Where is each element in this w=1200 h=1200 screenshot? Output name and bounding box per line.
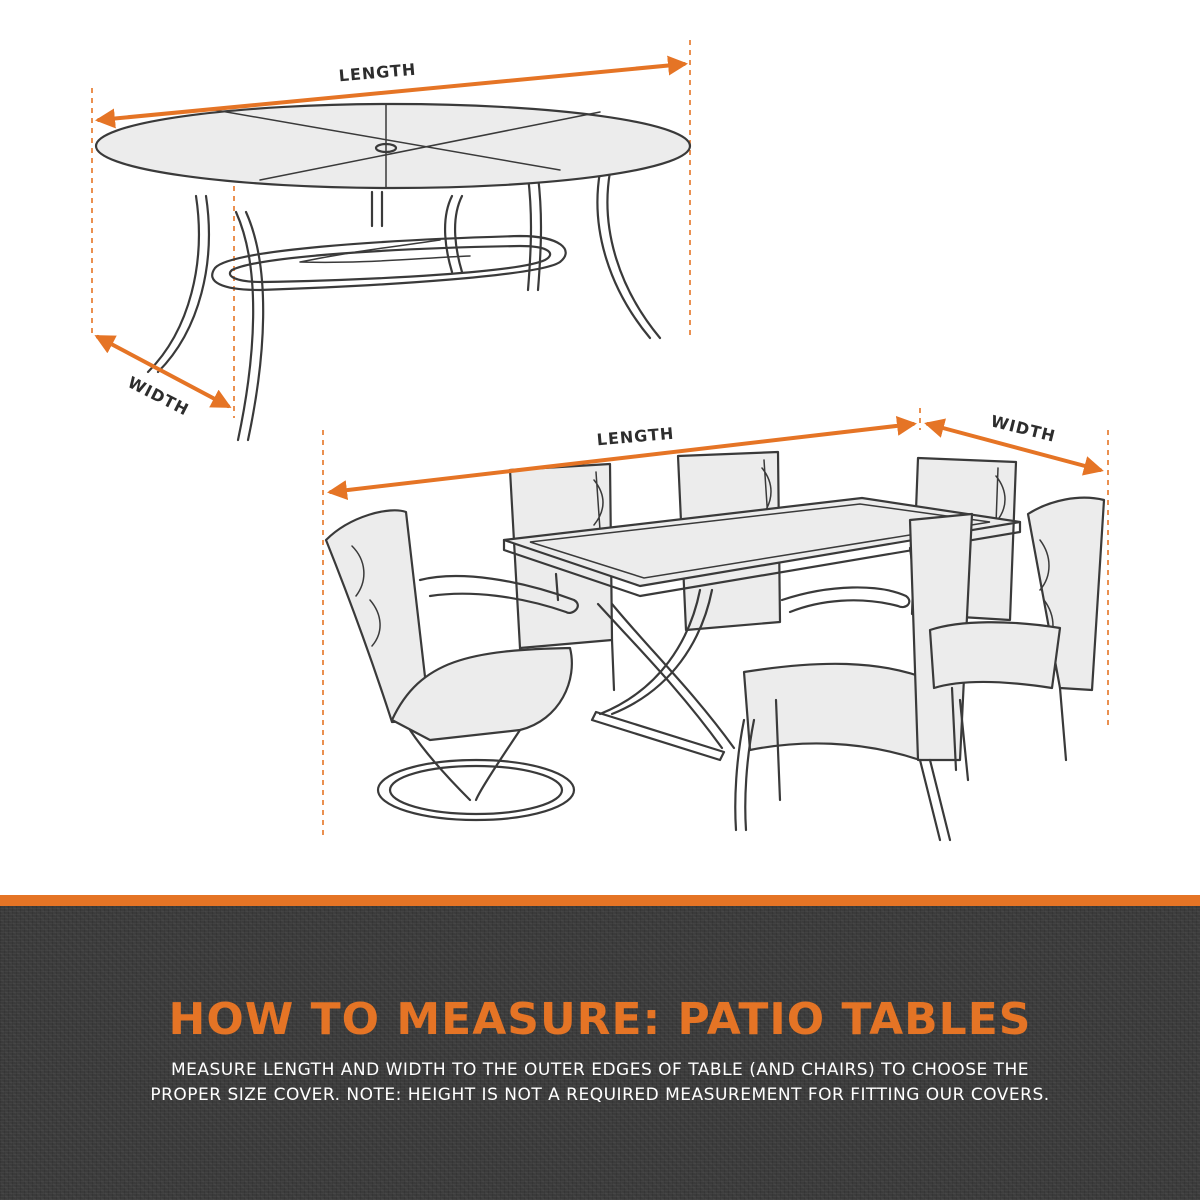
swivel-chair-base (378, 760, 574, 820)
instructions-text (60, 1058, 1140, 1108)
dining-set-illustration (323, 408, 1108, 840)
instructions-line-2: PROPER SIZE COVER. NOTE: HEIGHT IS NOT A REQUIRED MEASUREMENT FOR FITTING OUR COVERS. (150, 1085, 1050, 1105)
oval-table-length-label: LENGTH (338, 59, 418, 86)
accent-divider (0, 895, 1200, 906)
dining-set-width-label: WIDTH (988, 411, 1058, 446)
instructions-panel (0, 906, 1200, 1200)
page-title: HOW TO MEASURE: PATIO TABLES (168, 994, 1032, 1045)
instructions-line-1: MEASURE LENGTH AND WIDTH TO THE OUTER EDGES OF TABLE (AND CHAIRS) TO CHOOSE THE (170, 1060, 1030, 1080)
oval-table-width-label: WIDTH (124, 372, 193, 420)
dining-set-length-label: LENGTH (596, 423, 676, 450)
